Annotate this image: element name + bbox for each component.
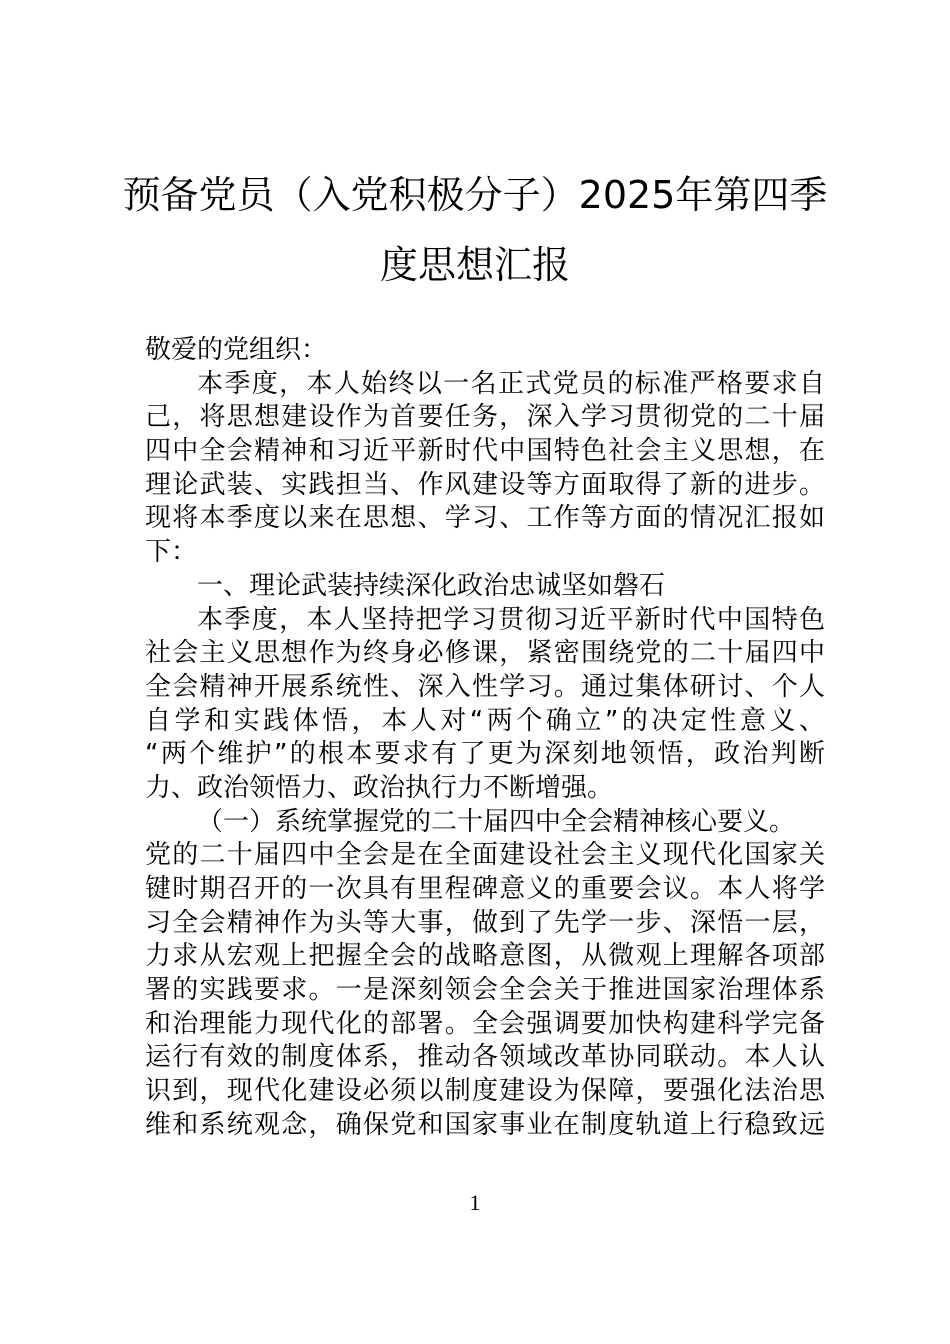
subsection-paragraph-line: 和治理能力现代化的部署。全会强调要加快构建科学完备 [145,1008,825,1039]
subsection-paragraph-line: 维和系统观念，确保党和国家事业在制度轨道上行稳致远 [145,1109,825,1140]
subsection-paragraph-line: 署的实践要求。一是深刻领会全会关于推进国家治理体系 [145,975,825,1006]
intro-line: 理论武装、实践担当、作风建设等方面取得了新的进步。 [145,469,825,500]
section-paragraph-line: 力、政治领悟力、政治执行力不断增强。 [145,772,614,803]
subsection-paragraph-line: 识到，现代化建设必须以制度建设为保障，要强化法治思 [145,1076,825,1107]
document-title-line-2: 度思想汇报 [379,243,570,287]
subsection-paragraph-line: 键时期召开的一次具有里程碑意义的重要会议。本人将学 [145,874,825,904]
subsection-paragraph-line: 习全会精神作为头等大事，做到了先学一步、深悟一层， [145,907,825,938]
intro-line: 本季度，本人始终以一名正式党员的标准严格要求自 [197,368,825,399]
section-paragraph-line: 本季度，本人坚持把学习贯彻习近平新时代中国特色 [197,604,825,635]
document-body [145,334,825,1143]
intro-line: 四中全会精神和习近平新时代中国特色社会主义思想，在 [145,436,825,467]
section-paragraph-line: 全会精神开展系统性、深入性学习。通过集体研讨、个人 [145,671,825,702]
intro-line: 现将本季度以来在思想、学习、工作等方面的情况汇报如 [145,503,825,534]
section-heading: 一、理论武装持续深化政治忠诚坚如磐石 [197,570,666,601]
document-title-line-1: 预备党员（入党积极分子）2025年第四季 [122,173,828,217]
subsection-heading: （一）系统掌握党的二十届四中全会精神核心要义。 [197,806,796,837]
page-number: 1 [469,1190,481,1215]
intro-line: 己，将思想建设作为首要任务，深入学习贯彻党的二十届 [145,402,825,433]
section-paragraph-line: 社会主义思想作为终身必修课，紧密围绕党的二十届四中 [145,638,825,669]
section-paragraph-line: 自学和实践体悟，本人对“两个确立”的决定性意义、 [145,705,825,736]
subsection-paragraph-line: 力求从宏观上把握全会的战略意图，从微观上理解各项部 [145,941,825,972]
subsection-paragraph-line: 运行有效的制度体系，推动各领域改革协同联动。本人认 [145,1042,825,1073]
section-paragraph-line: “两个维护”的根本要求有了更为深刻地领悟，政治判断 [145,739,825,770]
subsection-paragraph-line: 党的二十届四中全会是在全面建设社会主义现代化国家关 [145,840,825,871]
intro-line: 下： [145,537,198,568]
greeting: 敬爱的党组织： [145,335,328,365]
